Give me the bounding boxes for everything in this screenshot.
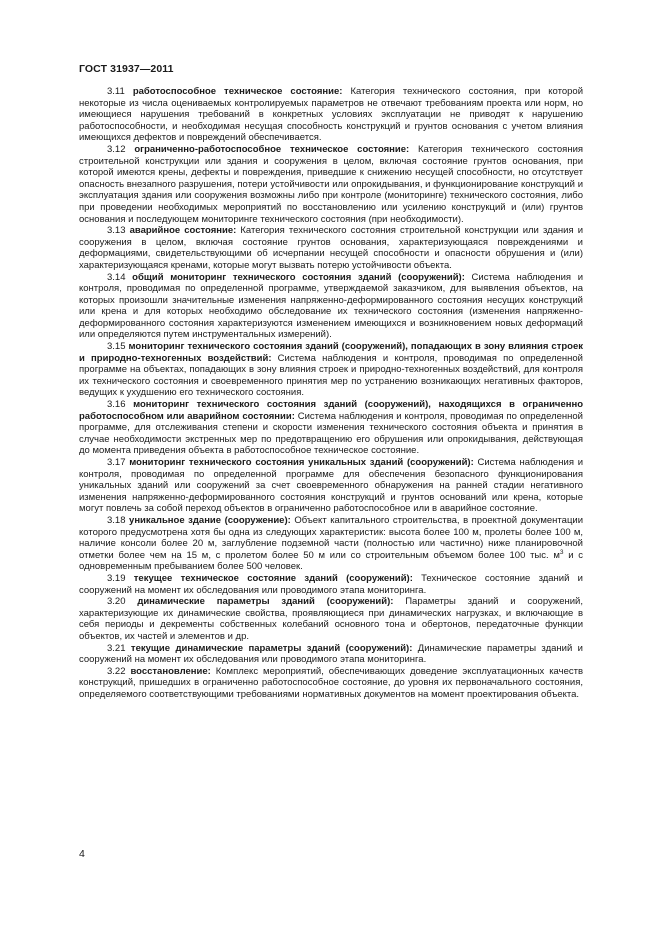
definition-3-15: [79, 341, 583, 399]
defined-term: уникальное здание (сооружение):: [129, 514, 291, 526]
definition-3-22: [79, 666, 583, 701]
definition-text-continued: и с одновременным пребыванием более 500 человек.: [79, 549, 583, 573]
definition-text: Система наблюдения и контроля, проводимая по определенной программе, утверждаемой заказчиком, для выявления объектов, на которых произошли значительные изменения напряженно-деформированного состояния несущих конструкций или крена и для которых необходимо обследование их технического состояния (изменения напряженно-деформированного состояния характеризуются изменением имеющихся и возникновением новых деформаций или определяются путем инструментальных измерений).: [79, 271, 583, 341]
definition-text: Система наблюдения и контроля, проводимая по определенной программе на объектах, попадающих в зону влияния строек и природно-техногенных воздействий, для контроля их технического состояния и своевременного принятия мер по устранению возникающих негативных факторов, ведущих к ухудшению его технического состояния.: [79, 352, 583, 399]
superscript: 3: [559, 548, 564, 556]
definition-3-20: [79, 596, 583, 642]
definition-3-13: [79, 225, 583, 271]
defined-term: мониторинг технического состояния зданий (сооружений), находящихся в ограниченно работоспособном или аварийном состоянии:: [79, 399, 584, 422]
definition-text: Комплекс мероприятий, обеспечивающих доведение эксплуатационных качеств конструкций, пришедших в ограниченно работоспособное состояние, до уровня их первоначального состояния, определяемого соответствующими требованиями нормативных документов на момент проектирования объекта.: [79, 665, 584, 700]
clause-number: 3.12: [107, 143, 126, 155]
definition-3-17: [79, 457, 583, 515]
clause-number: 3.14: [107, 271, 126, 283]
clause-number: 3.16: [107, 399, 126, 411]
clause-number: 3.13: [107, 225, 126, 237]
defined-term: работоспособное техническое состояние:: [132, 86, 343, 97]
clause-number: 3.11: [107, 86, 125, 97]
clause-number: 3.19: [107, 572, 126, 584]
document-header: ГОСТ 31937—2011: [79, 63, 174, 75]
defined-term: текущее техническое состояние зданий (сооружений):: [133, 572, 413, 584]
definition-text: Категория технического состояния строительной конструкции или здания и сооружения в целом, включая состояние грунтов основания, характеризующаяся повреждениями и деформациями, свидетельствующими об исчерпании несущей способности и опасности обрушения и (или) характеризующаяся кренами, которые могут вызвать потерю устойчивости объекта.: [79, 225, 584, 271]
definition-3-18: [79, 515, 583, 573]
definition-text: Категория технического состояния строительной конструкции или здания и сооружения в целом, включая состояние грунтов основания, при которой имеются крены, дефекты и повреждения, приведшие к снижению несущей способности, но отсутствует опасность внезапного разрушения, потери устойчивости или опрокидывания, и функционирование конструкций и эксплуатация здания или сооружения возможны либо при контроле (мониторинге) технического состояния, либо при проведении необходимых мероприятий по восстановлению или усилению конструкций и (или) грунтов основания и последующем мониторинге технического состояния (при необходимости).: [79, 143, 584, 225]
definition-3-21: [79, 643, 583, 666]
clause-number: 3.21: [107, 642, 126, 654]
defined-term: мониторинг технического состояния зданий (сооружений), попадающих в зону влияния строек и природно-техногенных воздействий:: [79, 341, 583, 364]
defined-term: ограниченно-работоспособное техническое состояние:: [134, 143, 410, 155]
definition-text: Система наблюдения и контроля, проводимая по определенной программе для обеспечения безопасного функционирования уникальных зданий или сооружений за счет своевременного обнаружения на ранней стадии негативного изменения напряженно-деформированного состояния конструкций и грунтов оснований или крена, которые могут повлечь за собой переход объектов в ограниченно работоспособное или в аварийное состояние.: [79, 457, 584, 515]
defined-term: аварийное состояние:: [129, 225, 237, 237]
definition-3-19: [79, 573, 583, 596]
definition-3-11: [79, 86, 583, 144]
definition-text: Система наблюдения и контроля, проводимая по определенной программе, для отслеживания степени и скорости изменения технического состояния объекта и принятия в случае необходимости экстренных мер по предотвращению его обрушения или опрокидывания, действующая до момента приведения объекта в работоспособное техническое состояние.: [79, 410, 583, 457]
defined-term: общий мониторинг технического состояния зданий (сооружений):: [132, 271, 465, 283]
definition-text: Динамические параметры зданий и сооружений на момент их обследования или проводимого этапа мониторинга.: [79, 642, 583, 666]
clause-number: 3.15: [107, 341, 126, 353]
defined-term: динамические параметры зданий (сооружений):: [137, 596, 394, 608]
defined-term: восстановление:: [130, 665, 211, 677]
clause-number: 3.18: [107, 514, 126, 526]
clause-number: 3.20: [107, 596, 126, 608]
document-body: [79, 86, 583, 700]
definition-3-12: [79, 144, 583, 225]
definition-3-16: [79, 399, 583, 457]
definition-text: Техническое состояние зданий и сооружений на момент их обследования или проводимого этапа мониторинга.: [79, 572, 583, 596]
definition-text: Параметры зданий и сооружений, характеризующие их динамические свойства, проявляющиеся при динамических нагрузках, и включающие в себя периоды и декременты собственных колебаний основного тона и обертонов, передаточные функции объектов, их частей и элементов и др.: [79, 596, 583, 642]
clause-number: 3.17: [107, 457, 126, 468]
clause-number: 3.22: [107, 665, 126, 677]
definition-3-14: [79, 272, 583, 342]
definition-text: Объект капитального строительства, в проектной документации которого предусмотрена хотя бы одна из следующих характеристик: высота более 100 м, пролеты более 100 м, наличие консоли более 20 м, заглубление подземной части (полностью или частично) ниже планировочной отметки более чем на 15 м, с пролетом более 50 м или со строительным объемом более 100 тыс. м: [79, 514, 583, 561]
defined-term: мониторинг технического состояния уникальных зданий (сооружений):: [129, 457, 474, 468]
defined-term: текущие динамические параметры зданий (сооружений):: [130, 642, 413, 654]
page-number: 4: [79, 848, 85, 860]
definition-text: Категория технического состояния, при которой некоторые из числа оцениваемых контролируемых параметров не отвечают требованиям проекта или норм, но имеющиеся нарушения требований в конкретных условиях эксплуатации не приводят к нарушению работоспособности, и необходимая несущая способность конструкций и грунтов основания с учетом влияния имеющихся дефектов и повреждений обеспечивается.: [79, 86, 584, 144]
